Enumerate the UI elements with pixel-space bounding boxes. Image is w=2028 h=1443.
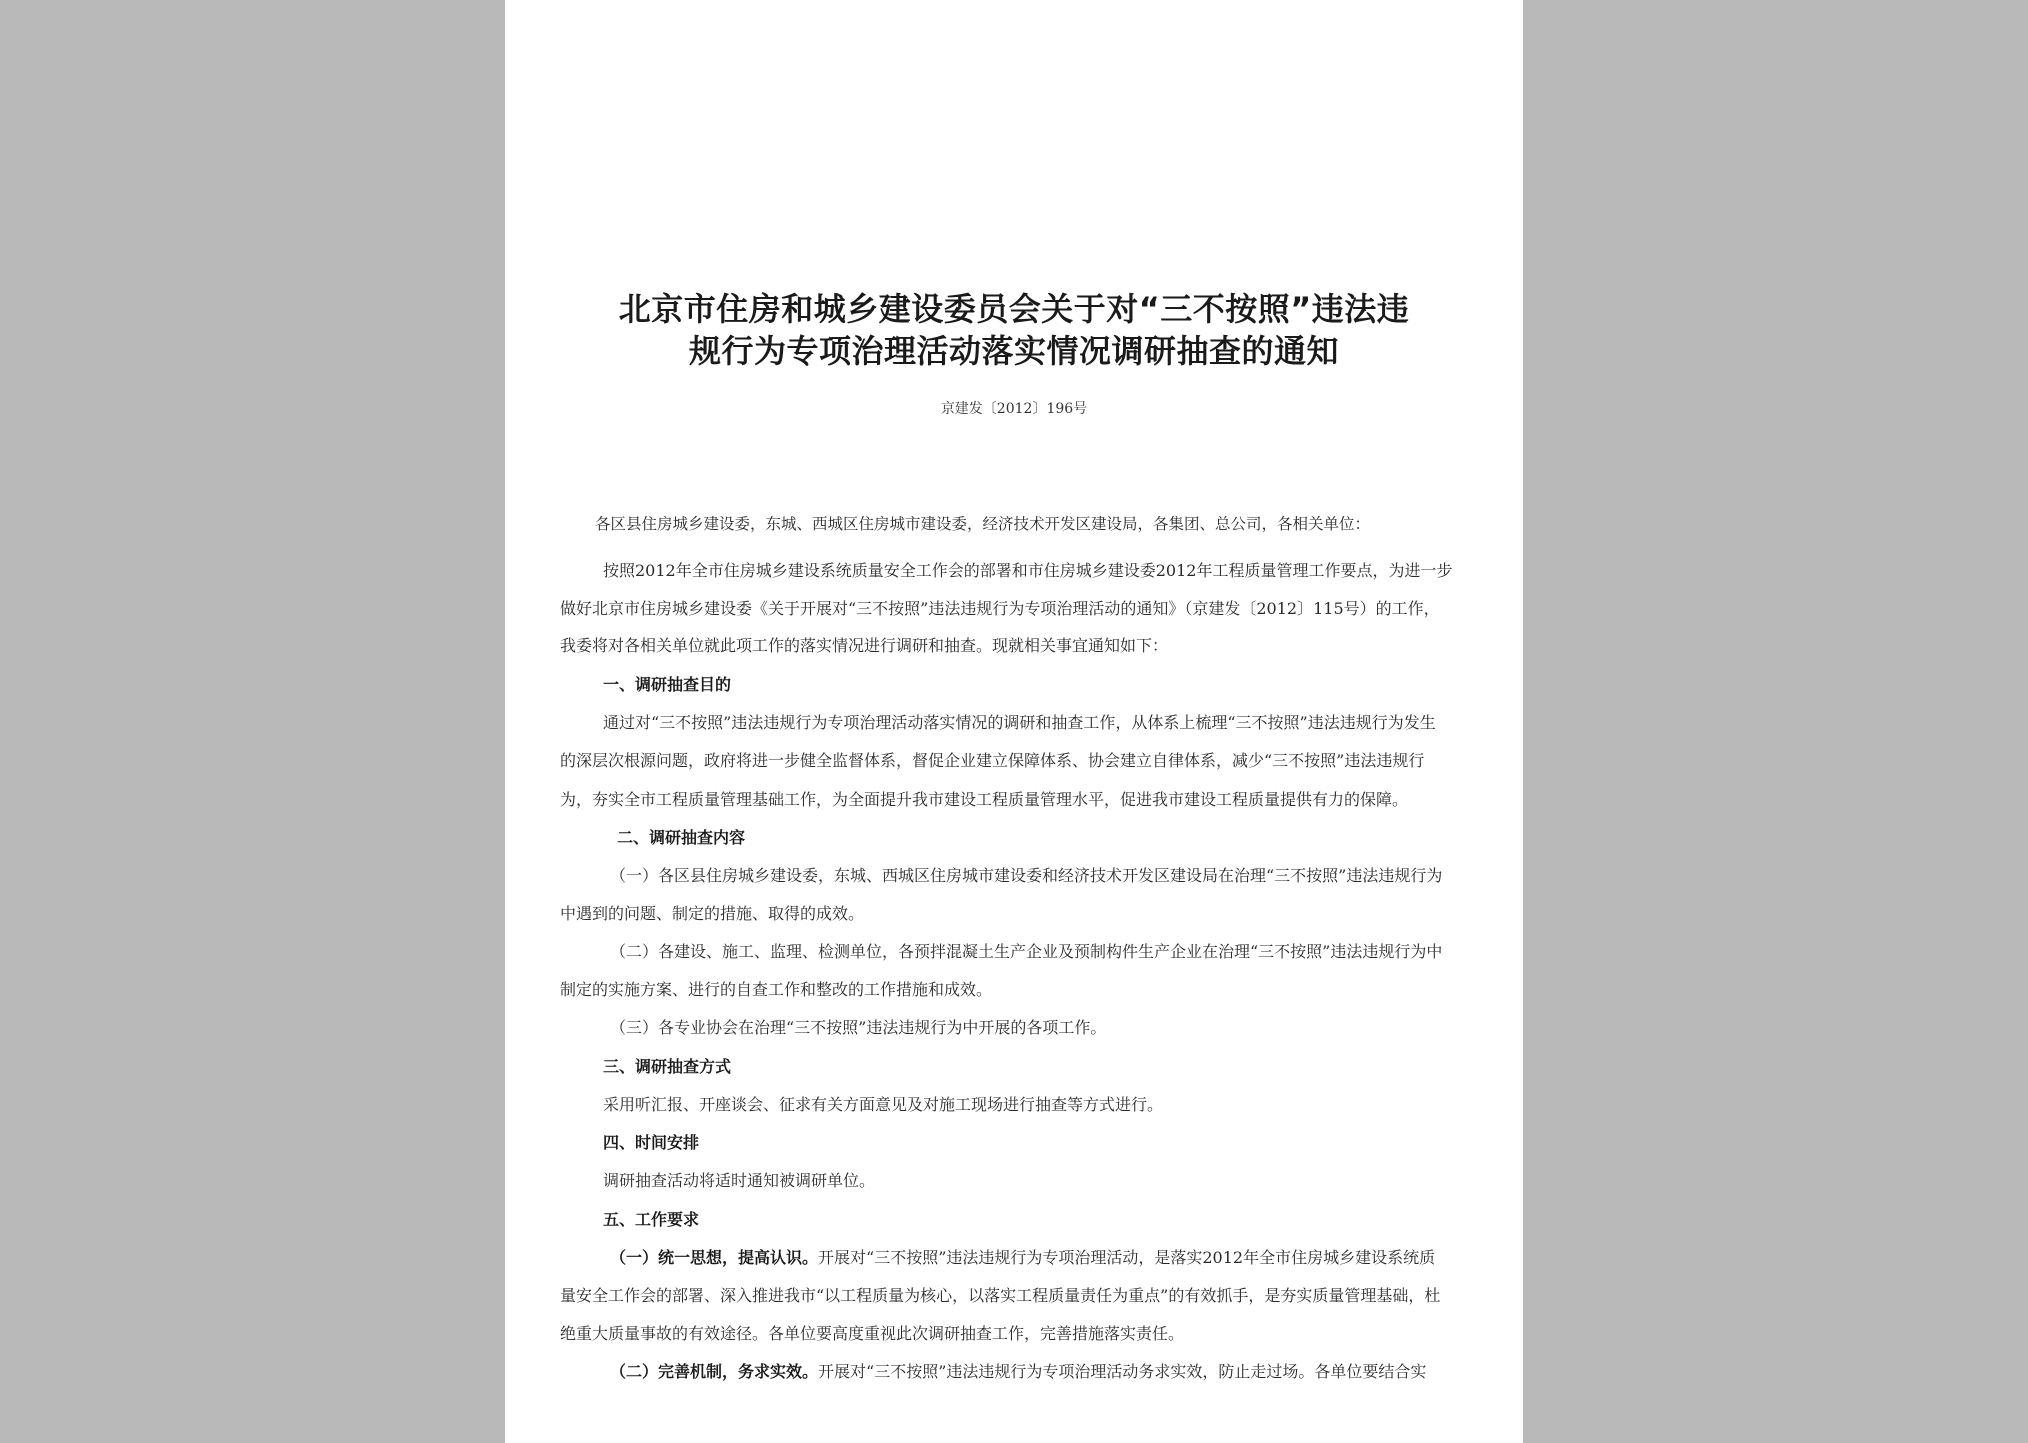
paragraph-line: （一）统一思想，提高认识。开展对“三不按照”违法违规行为专项治理活动，是落实2012年全市住房城乡建设系统质 (610, 1248, 1436, 1267)
paragraph-line: 采用听汇报、开座谈会、征求有关方面意见及对施工现场进行抽查等方式进行。 (603, 1095, 1164, 1114)
section-heading: 二、调研抽查内容 (617, 828, 746, 847)
paragraph-line: 绝重大质量事故的有效途径。各单位要高度重视此次调研抽查工作，完善措施落实责任。 (560, 1324, 1185, 1343)
section-heading: 三、调研抽查方式 (603, 1057, 732, 1076)
title-line-2: 规行为专项治理活动落实情况调研抽查的通知 (688, 332, 1339, 370)
paragraph-line: 调研抽查活动将适时通知被调研单位。 (603, 1171, 876, 1190)
document-number: 京建发〔2012〕196号 (940, 401, 1088, 417)
paragraph-line: 中遇到的问题、制定的措施、取得的成效。 (560, 904, 865, 923)
paragraph-line: （二）各建设、施工、监理、检测单位，各预拌混凝土生产企业及预制构件生产企业在治理“三不按照”违法违规行为中 (610, 942, 1443, 961)
title-line-1: 北京市住房和城乡建设委员会关于对“三不按照”违法违 (618, 290, 1410, 328)
section-heading: 四、时间安排 (603, 1133, 700, 1152)
section-heading: 五、工作要求 (603, 1210, 700, 1229)
document-page (505, 0, 1523, 1443)
paragraph-line: 做好北京市住房城乡建设委《关于开展对“三不按照”违法违规行为专项治理活动的通知》（京建发〔2012〕115号）的工作， (560, 599, 1440, 618)
document-title (505, 288, 1523, 372)
paragraph-line: 量安全工作会的部署、深入推进我市“以工程质量为核心，以落实工程质量责任为重点”的有效抓手，是夯实质量管理基础，杜 (560, 1286, 1441, 1305)
paragraph-line: 制定的实施方案、进行的自查工作和整改的工作措施和成效。 (560, 980, 993, 999)
paragraph-line: （二）完善机制，务求实效。开展对“三不按照”违法违规行为专项治理活动务求实效，防止走过场。各单位要结合实 (610, 1362, 1427, 1381)
paragraph-line: 我委将对各相关单位就此项工作的落实情况进行调研和抽查。现就相关事宜通知如下： (560, 636, 1169, 655)
paragraph-line: （一）各区县住房城乡建设委，东城、西城区住房城市建设委和经济技术开发区建设局在治理“三不按照”违法违规行为 (610, 866, 1443, 885)
section-heading: 一、调研抽查目的 (603, 675, 732, 694)
paragraph-line: 按照2012年全市住房城乡建设系统质量安全工作会的部署和市住房城乡建设委2012年工程质量管理工作要点，为进一步 (603, 561, 1453, 580)
paragraph-line: 通过对“三不按照”违法违规行为专项治理活动落实情况的调研和抽查工作，从体系上梳理“三不按照”违法违规行为发生 (603, 713, 1436, 732)
paragraph-line: 为，夯实全市工程质量管理基础工作，为全面提升我市建设工程质量管理水平，促进我市建设工程质量提供有力的保障。 (560, 790, 1409, 809)
salutation: 各区县住房城乡建设委，东城、西城区住房城市建设委，经济技术开发区建设局，各集团、总公司，各相关单位： (595, 515, 1371, 533)
bold-lead: （二）完善机制，务求实效。 (610, 1362, 819, 1381)
bold-lead: （一）统一思想，提高认识。 (610, 1248, 819, 1267)
paragraph-line: 的深层次根源问题，政府将进一步健全监督体系，督促企业建立保障体系、协会建立自律体系，减少“三不按照”违法违规行 (560, 751, 1425, 770)
paragraph-line: （三）各专业协会在治理“三不按照”违法违规行为中开展的各项工作。 (610, 1018, 1107, 1037)
